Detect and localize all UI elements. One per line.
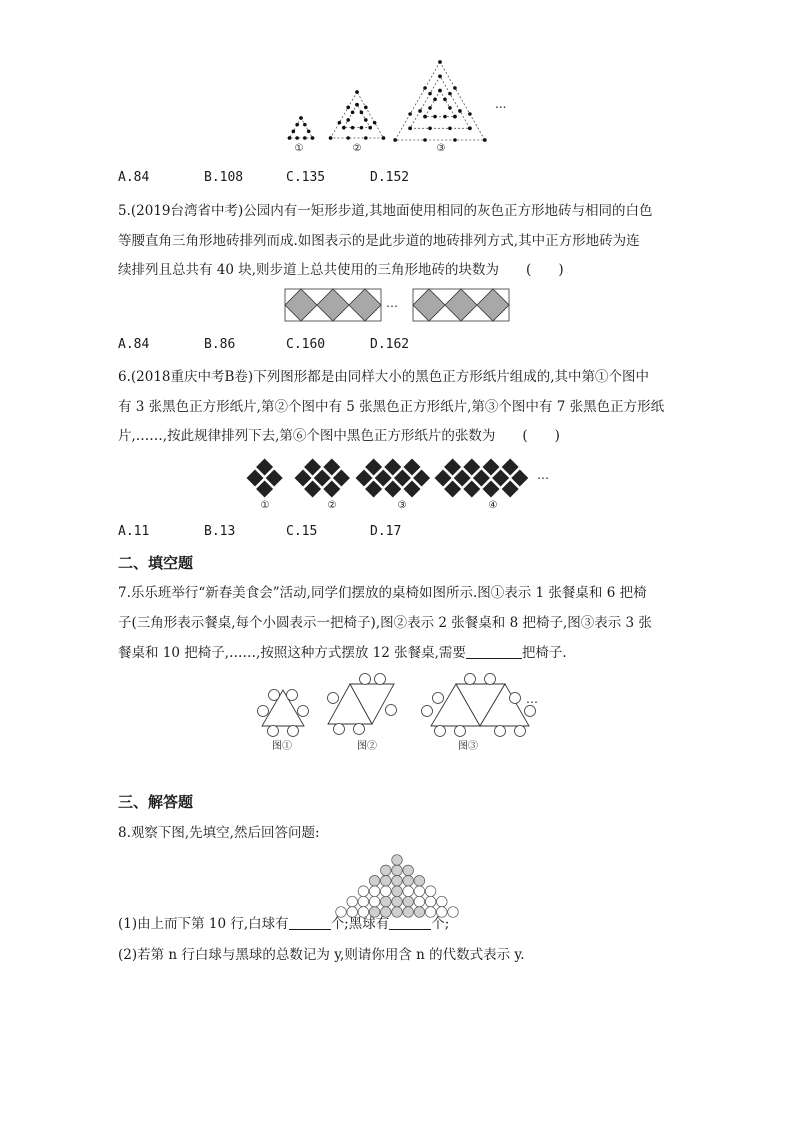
- white-ball: [414, 896, 425, 907]
- q7-figure-label-1: 图①: [272, 741, 292, 752]
- white-ball: [358, 896, 369, 907]
- q8-intro: 8.观察下图,先填空,然后回答问题:: [118, 825, 320, 841]
- q6-option-a[interactable]: A.11: [118, 524, 150, 539]
- white-ball: [414, 886, 425, 897]
- q4-figure-label-1: ①: [294, 143, 304, 154]
- q8-black-blank[interactable]: [389, 915, 431, 930]
- q6-option-d[interactable]: D.17: [370, 524, 402, 539]
- q7-line-2: 子(三角形表示餐桌,每个小圆表示一把椅子),图②表示 2 张餐桌和 8 把椅子,图③表示 3 张: [118, 615, 652, 631]
- black-ball: [403, 865, 414, 876]
- q4-ellipsis: ...: [495, 97, 507, 111]
- q8-white-blank[interactable]: [289, 915, 331, 930]
- black-ball: [381, 865, 392, 876]
- white-ball: [347, 896, 358, 907]
- q7-figure-label-2: 图②: [357, 741, 377, 752]
- white-ball: [369, 896, 380, 907]
- black-ball: [392, 855, 403, 866]
- q4-figure-label-3: ③: [436, 143, 446, 154]
- q5-option-c[interactable]: C.160: [286, 337, 326, 352]
- q6-figure-label-1: ①: [260, 500, 270, 511]
- q8-sub-1-c: 个;: [431, 916, 450, 932]
- q4-option-c[interactable]: C.135: [286, 170, 326, 185]
- q7-figure-label-3: 图③: [458, 741, 478, 752]
- q6-figure-label-2: ②: [327, 500, 337, 511]
- white-ball: [437, 896, 448, 907]
- q4-option-b[interactable]: B.108: [204, 170, 244, 185]
- black-ball: [392, 876, 403, 887]
- white-ball: [358, 886, 369, 897]
- q8-sub-1-a: (1)由上而下第 10 行,白球有: [118, 916, 289, 932]
- q7-line-3-after: 把椅子.: [521, 645, 567, 661]
- section-2-heading: 二、填空题: [118, 554, 194, 572]
- q6-option-b[interactable]: B.13: [204, 524, 236, 539]
- q6-figure-label-3: ③: [397, 500, 407, 511]
- black-ball: [392, 896, 403, 907]
- q6-figure-label-4: ④: [488, 500, 498, 511]
- black-ball: [381, 896, 392, 907]
- black-ball: [403, 876, 414, 887]
- q5-option-d[interactable]: D.162: [370, 337, 410, 352]
- white-ball: [425, 896, 436, 907]
- black-ball: [403, 896, 414, 907]
- q4-option-d[interactable]: D.152: [370, 170, 410, 185]
- q8-sub-2: (2)若第 n 行白球与黑球的总数记为 y,则请你用含 n 的代数式表示 y.: [118, 947, 525, 963]
- q7-ellipsis: …: [526, 692, 538, 706]
- q4-figure-label-2: ②: [352, 143, 362, 154]
- black-ball: [369, 876, 380, 887]
- q5-line-2: 等腰直角三角形地砖排列而成.如图表示的是此步道的地砖排列方式,其中正方形地砖为连: [118, 233, 640, 249]
- white-ball: [381, 886, 392, 897]
- q6-option-c[interactable]: C.15: [286, 524, 318, 539]
- white-ball: [403, 886, 414, 897]
- black-ball: [414, 876, 425, 887]
- q5-line-1: 5.(2019台湾省中考)公园内有一矩形步道,其地面使用相同的灰色正方形地砖与相同的白色: [118, 203, 653, 219]
- section-3-heading: 三、解答题: [118, 793, 194, 811]
- q7-line-3-before: 餐桌和 10 把椅子,……,按照这种方式摆放 12 张餐桌,需要: [118, 645, 466, 661]
- white-ball: [369, 886, 380, 897]
- q6-line-1: 6.(2018重庆中考B卷)下列图形都是由同样大小的黑色正方形纸片组成的,其中第①个图中: [118, 369, 649, 385]
- q5-ellipsis: …: [386, 296, 398, 310]
- black-ball: [392, 865, 403, 876]
- q6-ellipsis: …: [537, 468, 549, 482]
- q5-option-a[interactable]: A.84: [118, 337, 150, 352]
- q7-line-1: 7.乐乐班举行“新春美食会”活动,同学们摆放的桌椅如图所示.图①表示 1 张餐桌和 6 把椅: [118, 585, 647, 601]
- white-ball: [425, 886, 436, 897]
- black-ball: [381, 876, 392, 887]
- q5-option-b[interactable]: B.86: [204, 337, 236, 352]
- q6-line-2: 有 3 张黑色正方形纸片,第②个图中有 5 张黑色正方形纸片,第③个图中有 7 张黑色正方形纸: [118, 399, 665, 415]
- q8-sub-1: [118, 913, 449, 935]
- black-ball: [392, 886, 403, 897]
- q6-line-3: 片,……,按此规律排列下去,第⑥个图中黑色正方形纸片的张数为 ( ): [118, 428, 560, 444]
- q5-line-3: 续排列且总共有 40 块,则步道上总共使用的三角形地砖的块数为 ( ): [118, 262, 564, 278]
- q8-sub-1-b: 个;黑球有: [330, 916, 390, 932]
- q4-option-a[interactable]: A.84: [118, 170, 150, 185]
